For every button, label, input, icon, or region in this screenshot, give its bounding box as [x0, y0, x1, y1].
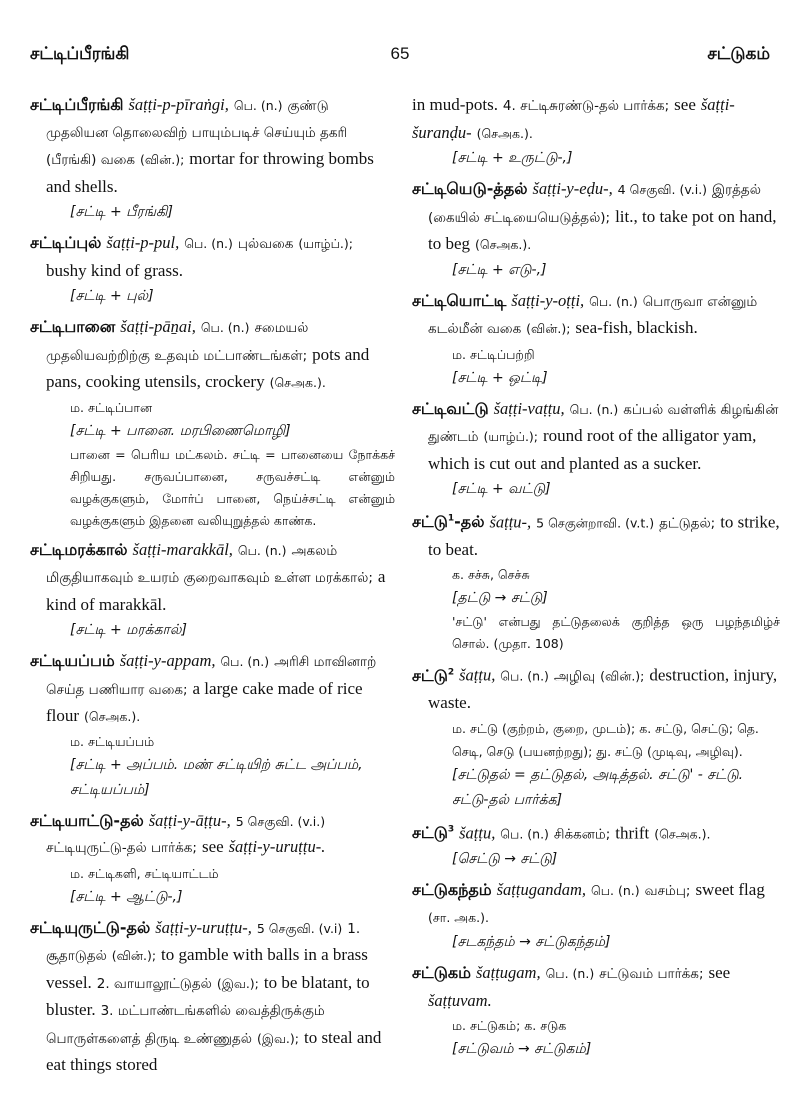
- etymology: [சட்டி + மரக்கால்]: [70, 622, 187, 638]
- homonym-number: 3: [447, 824, 455, 835]
- part-of-speech: பெ. (n.): [545, 966, 595, 982]
- dictionary-entry: [30, 230, 395, 309]
- dictionary-entry: [412, 877, 780, 955]
- source-abbrev: (யாழ்ப்.);: [483, 429, 539, 444]
- dictionary-entry: [412, 960, 780, 1062]
- etymology: [செட்டு → சட்டு]: [452, 851, 558, 868]
- transliteration: šaṭṭi-vaṭṭu,: [493, 398, 565, 418]
- source-abbrev: (யாழ்ப்.);: [298, 236, 353, 251]
- dictionary-entry: [30, 648, 395, 803]
- cognates: ம. சட்டிப்பான: [70, 399, 153, 415]
- tamil-definition: பொருவா என்னும் கடல்மீன் வகை: [428, 293, 758, 337]
- dictionary-entry: [412, 507, 780, 655]
- cognates: ம. சட்டு (குற்றம், குறை, முடம்); க. சட்டு, செட்டு; தெ. செடி, செடு (பயனற்றது); து. சட்டு (முடிவு, அழிவு).: [452, 720, 759, 759]
- headword: சட்டிவட்டு: [412, 398, 489, 418]
- source-abbrev: (செஅக.).: [269, 375, 326, 390]
- headword: சட்டியப்பம்: [30, 651, 115, 670]
- part-of-speech: 5 செகுன்றாவி. (v.t.): [536, 515, 655, 531]
- transliteration: šaṭṭu-,: [489, 512, 532, 532]
- dictionary-entry: [30, 92, 395, 225]
- dictionary-entry: [412, 176, 780, 283]
- dictionary-entry: [412, 288, 780, 391]
- transliteration: šaṭṭi-pāṉai,: [120, 317, 196, 336]
- header-left-headword: சட்டிப்பீரங்கி: [30, 44, 130, 64]
- tamil-definition: அகலம் மிகுதியாகவும் உயரம் குறைவாகவும் உள்ள மரக்கால்;: [46, 542, 373, 586]
- source-abbrev: (இவ.);: [256, 1030, 299, 1046]
- english-definition: mortar for throwing bombs and shells.: [46, 149, 374, 196]
- cross-reference: šaṭṭi-y-uruṭṭu-.: [228, 837, 326, 856]
- transliteration: šaṭṭi-p-pīraṅgi,: [128, 95, 229, 114]
- source-abbrev: (வின்.);: [111, 948, 157, 963]
- see-label: see: [708, 963, 731, 983]
- source-abbrev: (செஅக.).: [475, 237, 532, 252]
- etymology: [சட்டி + ஒட்டி]: [452, 369, 548, 386]
- transliteration: šaṭṭi-y-oṭṭi,: [511, 290, 585, 310]
- dictionary-entry: [412, 660, 780, 812]
- dictionary-entry-continued: [412, 92, 780, 171]
- dictionary-entry: [30, 314, 395, 532]
- source-abbrev: (சா. அக.).: [428, 909, 489, 925]
- usage-note: 'சட்டு' என்பது தட்டுதலைக் குறித்த ஒரு பழந்தமிழ்ச் சொல். (முதா. 108): [452, 614, 780, 652]
- english-definition: bushy kind of grass.: [46, 260, 183, 280]
- headword: சட்டியாட்டு-தல்: [30, 810, 144, 830]
- etymology: [சடகந்தம் → சட்டுகந்தம்]: [452, 934, 611, 951]
- part-of-speech: பெ. (n.): [233, 98, 283, 113]
- part-of-speech: பெ. (n.): [237, 542, 287, 558]
- homonym-number: 2: [447, 667, 455, 678]
- english-definition: to strike, to beat.: [428, 512, 780, 559]
- cognates: க. சச்சு, செச்சு: [452, 567, 530, 583]
- part-of-speech: பெ. (n.): [184, 236, 233, 251]
- english-definition: pots and pans, cooking utensils, crockery: [46, 344, 370, 391]
- source-abbrev: (வின்.);: [600, 668, 645, 684]
- english-definition: in mud-pots.: [412, 95, 498, 114]
- english-definition: destruction, injury, waste.: [428, 665, 778, 713]
- source-abbrev: (இவ.);: [216, 975, 259, 991]
- tamil-definition: இரத்தல் (கையில் சட்டியையெடுத்தல்);: [428, 182, 761, 226]
- etymology: [சட்டி + பீரங்கி]: [70, 204, 173, 220]
- dictionary-entry: [412, 396, 780, 503]
- transliteration: šaṭṭu,: [459, 822, 496, 842]
- english-definition: lit., to take pot on hand, to beg: [428, 206, 777, 253]
- tamil-definition: சட்டுவம் பார்க்க;: [599, 966, 704, 983]
- headword: சட்டிப்புல்: [30, 233, 102, 252]
- sense-2-english: to be blatant, to bluster.: [46, 972, 370, 1019]
- tamil-definition: கப்பல் வள்ளிக் கிழங்கின் துண்டம்: [428, 401, 779, 445]
- page-header: [30, 44, 770, 70]
- tamil-definition: அரிசி மாவினாற் செய்த பணியார வகை;: [46, 654, 377, 698]
- tamil-definition: குண்டு முதலியன தொலைவிற் பாயும்படிச் செய்யும் தகரி (பீரங்கி) வகை: [46, 98, 348, 168]
- source-abbrev: (வின்.);: [140, 152, 185, 167]
- part-of-speech: பெ. (n.): [589, 293, 638, 309]
- part-of-speech: பெ. (n.): [200, 320, 250, 335]
- headword: சட்டிமரக்கால்: [30, 539, 128, 559]
- transliteration: šaṭṭi-y-āṭṭu-,: [148, 810, 231, 830]
- cognates: ம. சட்டுகம்; க. சடுக: [452, 1018, 567, 1034]
- english-definition: round root of the alligator yam, which is cut out and planted as a sucker.: [428, 426, 757, 473]
- headword: சட்டுகம்: [412, 963, 471, 983]
- etymology: [சட்டி + ஆட்டு-,]: [70, 888, 183, 905]
- headword: சட்டு$^1$-தல்: [412, 512, 485, 532]
- part-of-speech: பெ. (n.): [500, 825, 549, 841]
- tamil-definition: சட்டியுருட்டு-தல் பார்க்க;: [46, 840, 197, 856]
- source-abbrev: (வின்.);: [526, 321, 571, 336]
- sense-1-english: to gamble with balls in a brass vessel.: [46, 945, 368, 992]
- part-of-speech: பெ. (n.): [569, 401, 619, 417]
- tamil-definition: சமையல் முதலியவற்றிற்கு உதவும் மட்பாண்டங்கள்;: [46, 320, 309, 364]
- sense-4-tamil: 4. சட்டிசுரண்டு-தல் பார்க்க;: [502, 98, 670, 114]
- transliteration: šaṭṭu,: [459, 665, 496, 685]
- tamil-definition: புல்வகை: [237, 236, 294, 252]
- english-definition: sea-fish, blackish.: [575, 318, 698, 337]
- sense-3-tamil: 3. மட்பாண்டங்களில் வைத்திருக்கும் பொருள்களைத் திருடி உண்ணுதல்: [46, 1003, 325, 1047]
- transliteration: šaṭṭi-p-pul,: [106, 233, 180, 252]
- tamil-definition: சிக்கனம்;: [553, 825, 611, 842]
- transliteration: šaṭṭi-marakkāl,: [132, 539, 233, 559]
- cognates: ம. சட்டியப்பம்: [70, 733, 155, 749]
- part-of-speech: பெ. (n.): [220, 654, 270, 669]
- etymology: [தட்டு → சட்டு]: [452, 590, 548, 607]
- english-definition: a large cake made of rice flour: [46, 678, 363, 725]
- etymology: [சட்டி + உருட்டு-,]: [452, 150, 573, 166]
- sense-2-tamil: 2. வாயாலூட்டுதல்: [96, 975, 212, 992]
- left-column: [30, 92, 395, 1084]
- english-definition: thrift: [615, 822, 650, 842]
- etymology: [சட்டுவம் → சட்டுகம்]: [452, 1041, 592, 1058]
- source-abbrev: (செஅக.).: [476, 125, 533, 141]
- part-of-speech: 4 செகுவி. (v.i.): [617, 182, 708, 197]
- tamil-definition: அழிவு: [553, 668, 596, 685]
- dictionary-entry: [30, 915, 395, 1079]
- headword: சட்டு$^2$: [412, 665, 455, 685]
- source-abbrev: (செஅக.).: [84, 709, 141, 724]
- part-of-speech: பெ. (n.): [500, 668, 549, 684]
- right-column: [412, 92, 780, 1067]
- transliteration: šaṭṭi-y-eḍu-,: [532, 179, 613, 198]
- page-number: 65: [390, 44, 410, 63]
- cognates: ம. சட்டிப்பற்றி: [452, 346, 535, 362]
- header-right-headword: சட்டுகம்: [707, 44, 770, 64]
- part-of-speech: 5 செகுவி. (v.i.): [235, 813, 326, 829]
- part-of-speech: 5 செகுவி. (v.i): [256, 920, 343, 936]
- see-label: see: [201, 837, 224, 856]
- etymology: [சட்டி + பானை. மரபிணைமொழி]: [70, 422, 291, 439]
- transliteration: šaṭṭugam,: [475, 963, 541, 983]
- sense-3-english: to steal and eat things stored: [46, 1027, 382, 1074]
- headword: சட்டியொட்டி: [412, 290, 507, 310]
- headword: சட்டியெடு-த்தல்: [412, 179, 528, 198]
- tamil-definition: வசம்பு;: [644, 883, 691, 900]
- english-definition: a kind of marakkāl.: [46, 567, 386, 614]
- homonym-number: 1: [447, 514, 455, 524]
- cognates: ம. சட்டிகளி, சட்டியாட்டம்: [70, 865, 219, 881]
- transliteration: šaṭṭi-y-appam,: [119, 651, 216, 670]
- headword: சட்டிபானை: [30, 317, 116, 336]
- dictionary-entry: [30, 808, 395, 910]
- usage-note: பானை = பெரிய மட்கலம். சட்டி = பானையை நோக்கச் சிறியது. சருவப்பானை, சருவச்சட்டி என்னும் வழக்குகளும், மோர்ப் பானை, நெய்ச்சட்டி என்னும் வழக்குகளும் இதனை வலியுறுத்தல் காண்க.: [70, 446, 395, 528]
- etymology: [சட்டி + வட்டு]: [452, 481, 551, 497]
- english-definition: sweet flag: [695, 880, 765, 900]
- part-of-speech: பெ. (n.): [591, 883, 640, 899]
- headword: சட்டு$^3$: [412, 822, 455, 842]
- dictionary-entry: [30, 537, 395, 644]
- dictionary-entry: [412, 818, 780, 873]
- headword: சட்டிப்பீரங்கி: [30, 95, 124, 114]
- sense-1-tamil: 1. சூதாடுதல்: [46, 920, 361, 964]
- etymology: [சட்டுதல் = தட்டுதல், அடித்தல். சட்டு' - சட்டு. சட்டு-தல் பார்க்க]: [452, 766, 744, 808]
- tamil-definition: தட்டுதல்;: [659, 515, 716, 532]
- transliteration: šaṭṭugandam,: [496, 880, 587, 900]
- etymology: [சட்டி + அப்பம். மண் சட்டியிற் சுட்ட அப்பம், சட்டியப்பம்]: [70, 756, 363, 798]
- etymology: [சட்டி + எடு-,]: [452, 261, 547, 278]
- etymology: [சட்டி + புல்]: [70, 288, 154, 304]
- source-abbrev: (செஅக.).: [654, 825, 711, 841]
- headword: சட்டியுருட்டு-தல்: [30, 917, 151, 937]
- see-label: see: [674, 95, 696, 114]
- transliteration: šaṭṭi-y-uruṭṭu-,: [155, 917, 252, 937]
- cross-reference: šaṭṭuvam.: [428, 990, 492, 1010]
- cross-reference: šaṭṭi-šuranḍu-: [412, 95, 735, 142]
- headword: சட்டுகந்தம்: [412, 880, 492, 900]
